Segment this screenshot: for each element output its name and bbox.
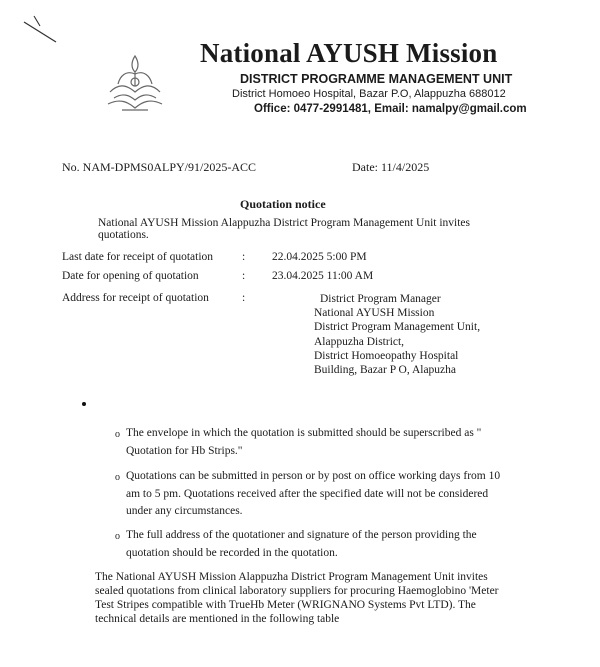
closing-paragraph: The National AYUSH Mission Alappuzha District Program Management Unit invites sealed quotations from clinical laboratory suppliers for procuring Haemoglobino 'Meter Test Stripes compatible with TrueHb Meter (WRIGNANO Systems Pvt LTD). The technical details are mentioned in the following table: [95, 571, 499, 625]
receipt-address-line: District Program Management Unit,: [314, 321, 481, 334]
organization-title: National AYUSH Mission: [200, 38, 498, 68]
office-contact: Office: 0477-2991481, Email: namalpy@gmail.com: [254, 103, 527, 115]
ayush-emblem-icon: [100, 52, 170, 114]
schedule-colon: :: [242, 251, 246, 263]
receipt-address-line: District Homoeopathy Hospital: [314, 349, 459, 362]
schedule-colon: :: [242, 292, 246, 304]
receipt-address-line: Building, Bazar P O, Alapuzha: [314, 364, 457, 377]
schedule-value-last-date: 22.04.2025 5:00 PM: [272, 251, 367, 263]
receipt-address-line: District Program Manager: [320, 293, 441, 305]
bullet-icon: o: [115, 429, 120, 440]
pen-stroke-mark: [20, 12, 60, 48]
condition-item: Quotations can be submitted in person or by post on office working days from 10 am to 5 pm. Quotations received after the specified date will not be considered under any circumstances.: [126, 470, 501, 517]
notice-date: Date: 11/4/2025: [352, 160, 430, 174]
schedule-label-address: Address for receipt of quotation: [62, 292, 209, 304]
unit-name: DISTRICT PROGRAMME MANAGEMENT UNIT: [240, 72, 513, 86]
schedule-colon: :: [242, 270, 246, 282]
reference-number: No. NAM-DPMS0ALPY/91/2025-ACC: [62, 160, 257, 174]
bullet-icon: o: [115, 531, 120, 542]
schedule-value-opening-date: 23.04.2025 11:00 AM: [272, 270, 374, 282]
receipt-address-block: [314, 292, 481, 377]
condition-item: The full address of the quotationer and signature of the person providing the quotation should be recorded in the quotation.: [126, 529, 477, 559]
notice-title: Quotation notice: [240, 197, 326, 211]
receipt-address-line: Alappuzha District,: [314, 335, 405, 348]
receipt-address-line: National AYUSH Mission: [314, 307, 435, 320]
bullet-icon: o: [115, 472, 120, 483]
schedule-label-last-date: Last date for receipt of quotation: [62, 251, 214, 263]
office-address: District Homoeo Hospital, Bazar P.O, Alappuzha 688012: [232, 88, 506, 100]
condition-item: The envelope in which the quotation is submitted should be superscribed as " Quotation for Hb Strips.": [126, 427, 482, 457]
stray-dot: [82, 402, 86, 406]
schedule-label-opening-date: Date for opening of quotation: [62, 270, 199, 282]
notice-intro: National AYUSH Mission Alappuzha District Program Management Unit invites quotations.: [98, 217, 471, 241]
